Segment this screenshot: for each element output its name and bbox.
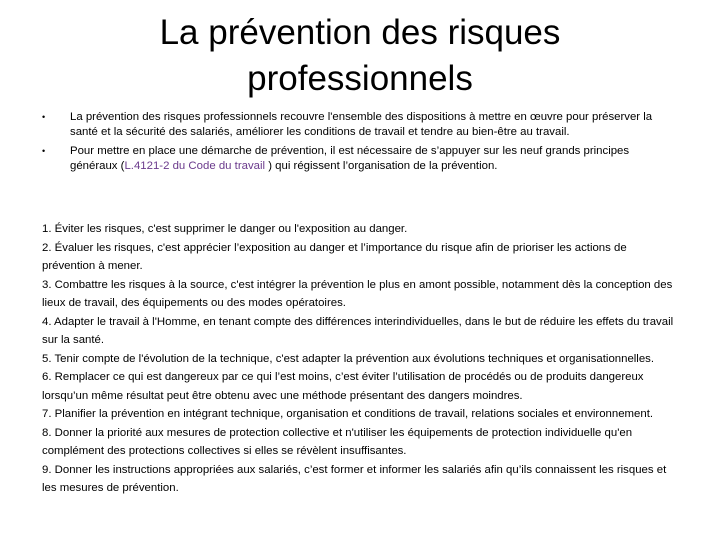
principle-item: 1. Éviter les risques, c'est supprimer le danger ou l'exposition au danger. [42, 223, 408, 235]
principles-list [42, 220, 678, 498]
title-line-2: professionnels [247, 59, 473, 98]
principle-item: 6. Remplacer ce qui est dangereux par ce qui l’est moins, c’est éviter l’utilisation de procédés ou de produits dangereux lorsqu’un même résultat peut être obtenu avec une méthode présentant des dangers moindres. [42, 371, 644, 402]
title-line-1: La prévention des risques [159, 13, 561, 52]
principle-item: 9. Donner les instructions appropriées aux salariés, c’est former et informer les salariés afin qu’ils connaissent les risques et les mesures de prévention. [42, 463, 667, 494]
principle-item: 2. Évaluer les risques, c'est apprécier l’exposition au danger et l’importance du risque afin de prioriser les actions de prévention à mener. [42, 241, 627, 272]
principle-item: 4. Adapter le travail à l'Homme, en tenant compte des différences interindividuelles, dans le but de réduire les effets du travail sur la santé. [42, 315, 674, 346]
bullet-item [42, 110, 672, 140]
bullet-item [42, 144, 672, 174]
code-du-travail-link[interactable]: L.4121-2 du Code du travail [124, 160, 266, 172]
bullet-text-after-link: ) qui régissent l’organisation de la prévention. [265, 160, 498, 172]
principle-item: 5. Tenir compte de l'évolution de la technique, c'est adapter la prévention aux évolutions techniques et organisationnelles. [42, 352, 655, 365]
principle-item: 3. Combattre les risques à la source, c'est intégrer la prévention le plus en amont possible, notamment dès la conception des lieux de travail, des équipements ou des modes opératoires. [42, 278, 673, 309]
bullet-list [42, 110, 672, 178]
principle-item: 7. Planifier la prévention en intégrant technique, organisation et conditions de travail, relations sociales et environnement. [42, 408, 654, 420]
bullet-dot-icon: • [42, 146, 46, 156]
slide-title [60, 10, 660, 102]
bullet-text: La prévention des risques professionnels recouvre l'ensemble des dispositions à mettre en œuvre pour préserver la santé et la sécurité des salariés, améliorer les conditions de travail et tendre au bien-être au travail. [70, 111, 653, 138]
bullet-text-before-link: Pour mettre en place une démarche de prévention, il est nécessaire de s’appuyer sur les neuf grands principes généraux ( [70, 145, 630, 172]
principle-item: 8. Donner la priorité aux mesures de protection collective et n'utiliser les équipements de protection individuelle qu'en complément des protections collectives si elles se révèlent insuffisantes. [42, 426, 633, 457]
bullet-dot-icon: • [42, 112, 46, 122]
